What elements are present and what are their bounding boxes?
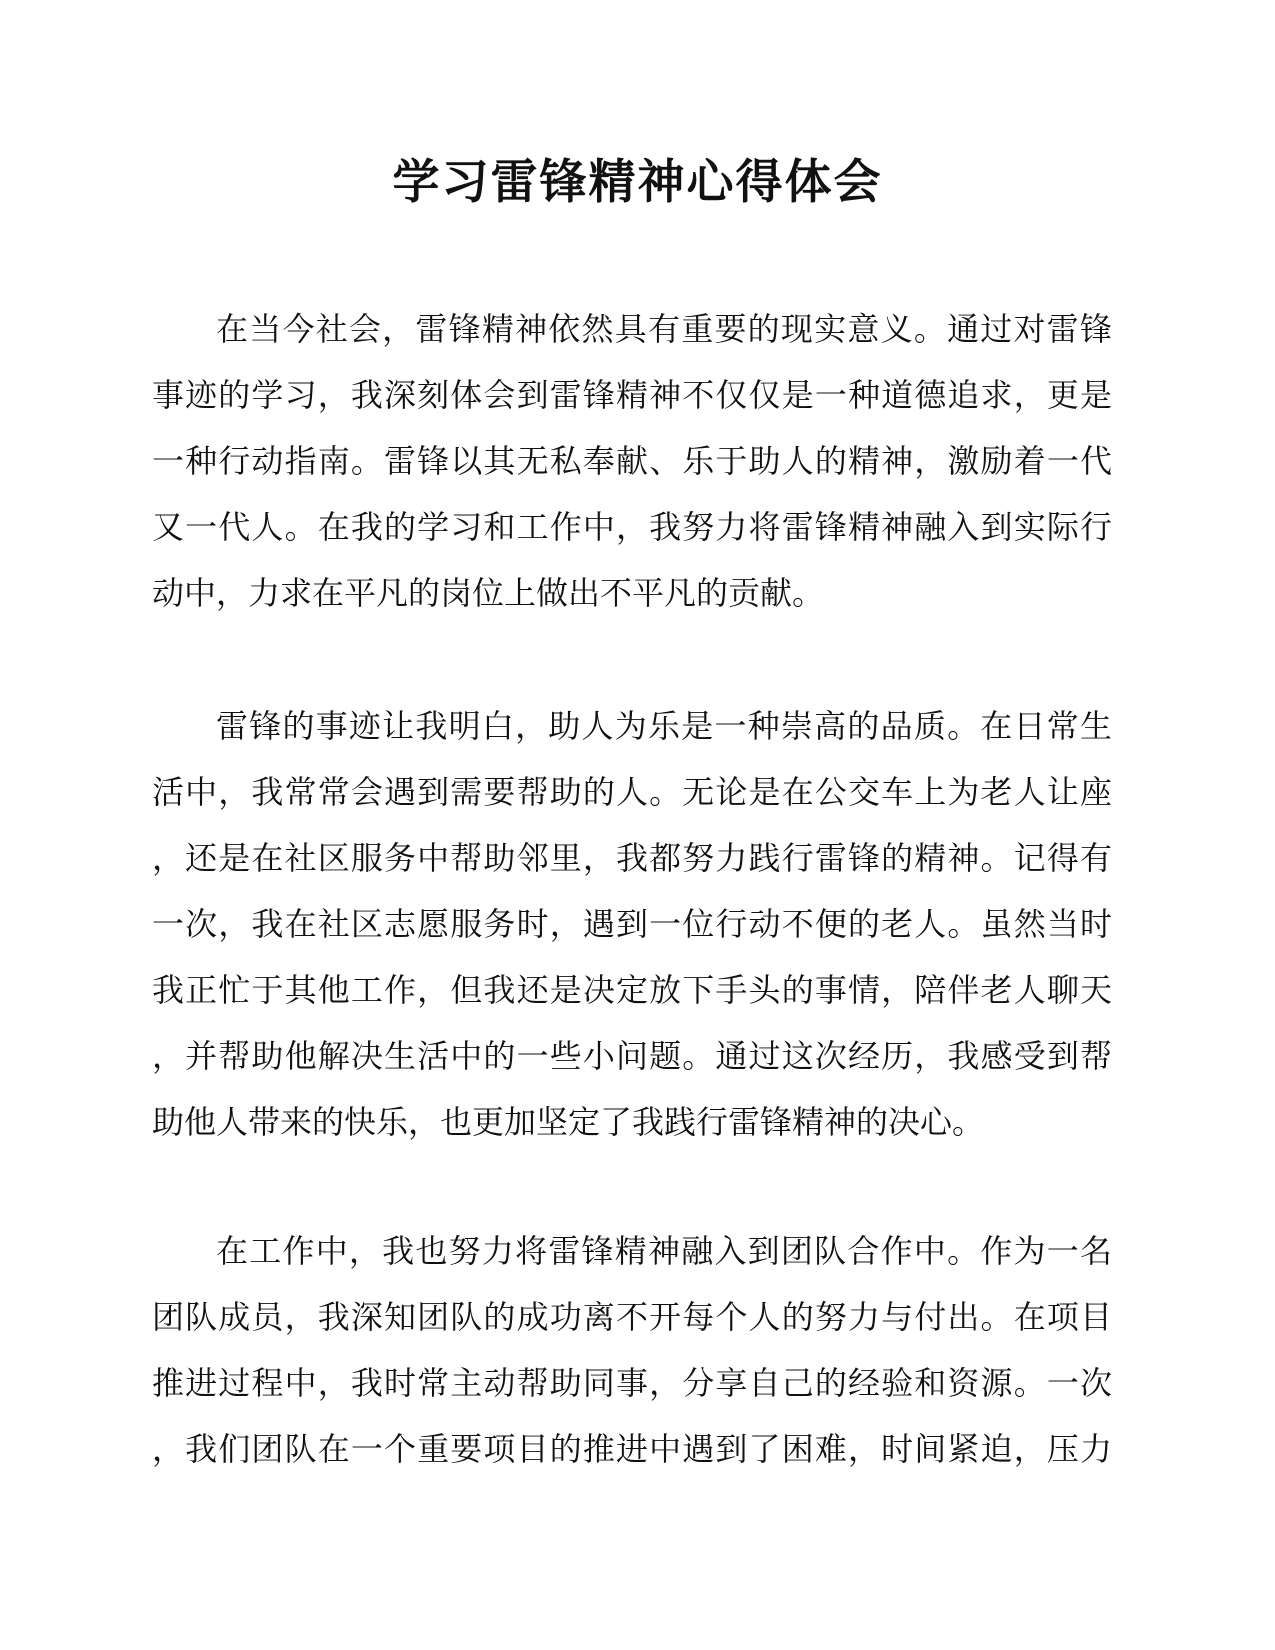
paragraph-line: ，并帮助他解决生活中的一些小问题。通过这次经历，我感受到帮 bbox=[152, 1037, 1112, 1075]
paragraph-line: 事迹的学习，我深刻体会到雷锋精神不仅仅是一种道德追求，更是 bbox=[152, 376, 1112, 414]
paragraph bbox=[152, 296, 1112, 626]
paragraph-line: 雷锋的事迹让我明白，助人为乐是一种崇高的品质。在日常生 bbox=[216, 707, 1112, 745]
paragraph-line: 又一代人。在我的学习和工作中，我努力将雷锋精神融入到实际行 bbox=[152, 508, 1112, 546]
paragraph-line: 一种行动指南。雷锋以其无私奉献、乐于助人的精神，激励着一代 bbox=[152, 442, 1112, 480]
paragraph-line: 推进过程中，我时常主动帮助同事，分享自己的经验和资源。一次 bbox=[152, 1364, 1112, 1402]
paragraph-line: 一次，我在社区志愿服务时，遇到一位行动不便的老人。虽然当时 bbox=[152, 905, 1112, 943]
paragraph-line: ，还是在社区服务中帮助邻里，我都努力践行雷锋的精神。记得有 bbox=[152, 839, 1112, 877]
paragraph-line: 动中，力求在平凡的岗位上做出不平凡的贡献。 bbox=[152, 574, 825, 612]
paragraph bbox=[152, 1218, 1112, 1482]
paragraph-line: 在当今社会，雷锋精神依然具有重要的现实意义。通过对雷锋 bbox=[216, 310, 1112, 348]
paragraph-line: 我正忙于其他工作，但我还是决定放下手头的事情，陪伴老人聊天 bbox=[152, 971, 1112, 1009]
paragraph-line: 在工作中，我也努力将雷锋精神融入到团队合作中。作为一名 bbox=[216, 1232, 1112, 1270]
paragraph bbox=[152, 693, 1112, 1155]
paragraph-line: 团队成员，我深知团队的成功离不开每个人的努力与付出。在项目 bbox=[152, 1298, 1112, 1336]
paragraph-line: 助他人带来的快乐，也更加坚定了我践行雷锋精神的决心。 bbox=[152, 1103, 985, 1141]
paragraph-line: ，我们团队在一个重要项目的推进中遇到了困难，时间紧迫，压力 bbox=[152, 1430, 1112, 1468]
document-title: 学习雷锋精神心得体会 bbox=[392, 155, 883, 210]
paragraph-line: 活中，我常常会遇到需要帮助的人。无论是在公交车上为老人让座 bbox=[152, 773, 1112, 811]
